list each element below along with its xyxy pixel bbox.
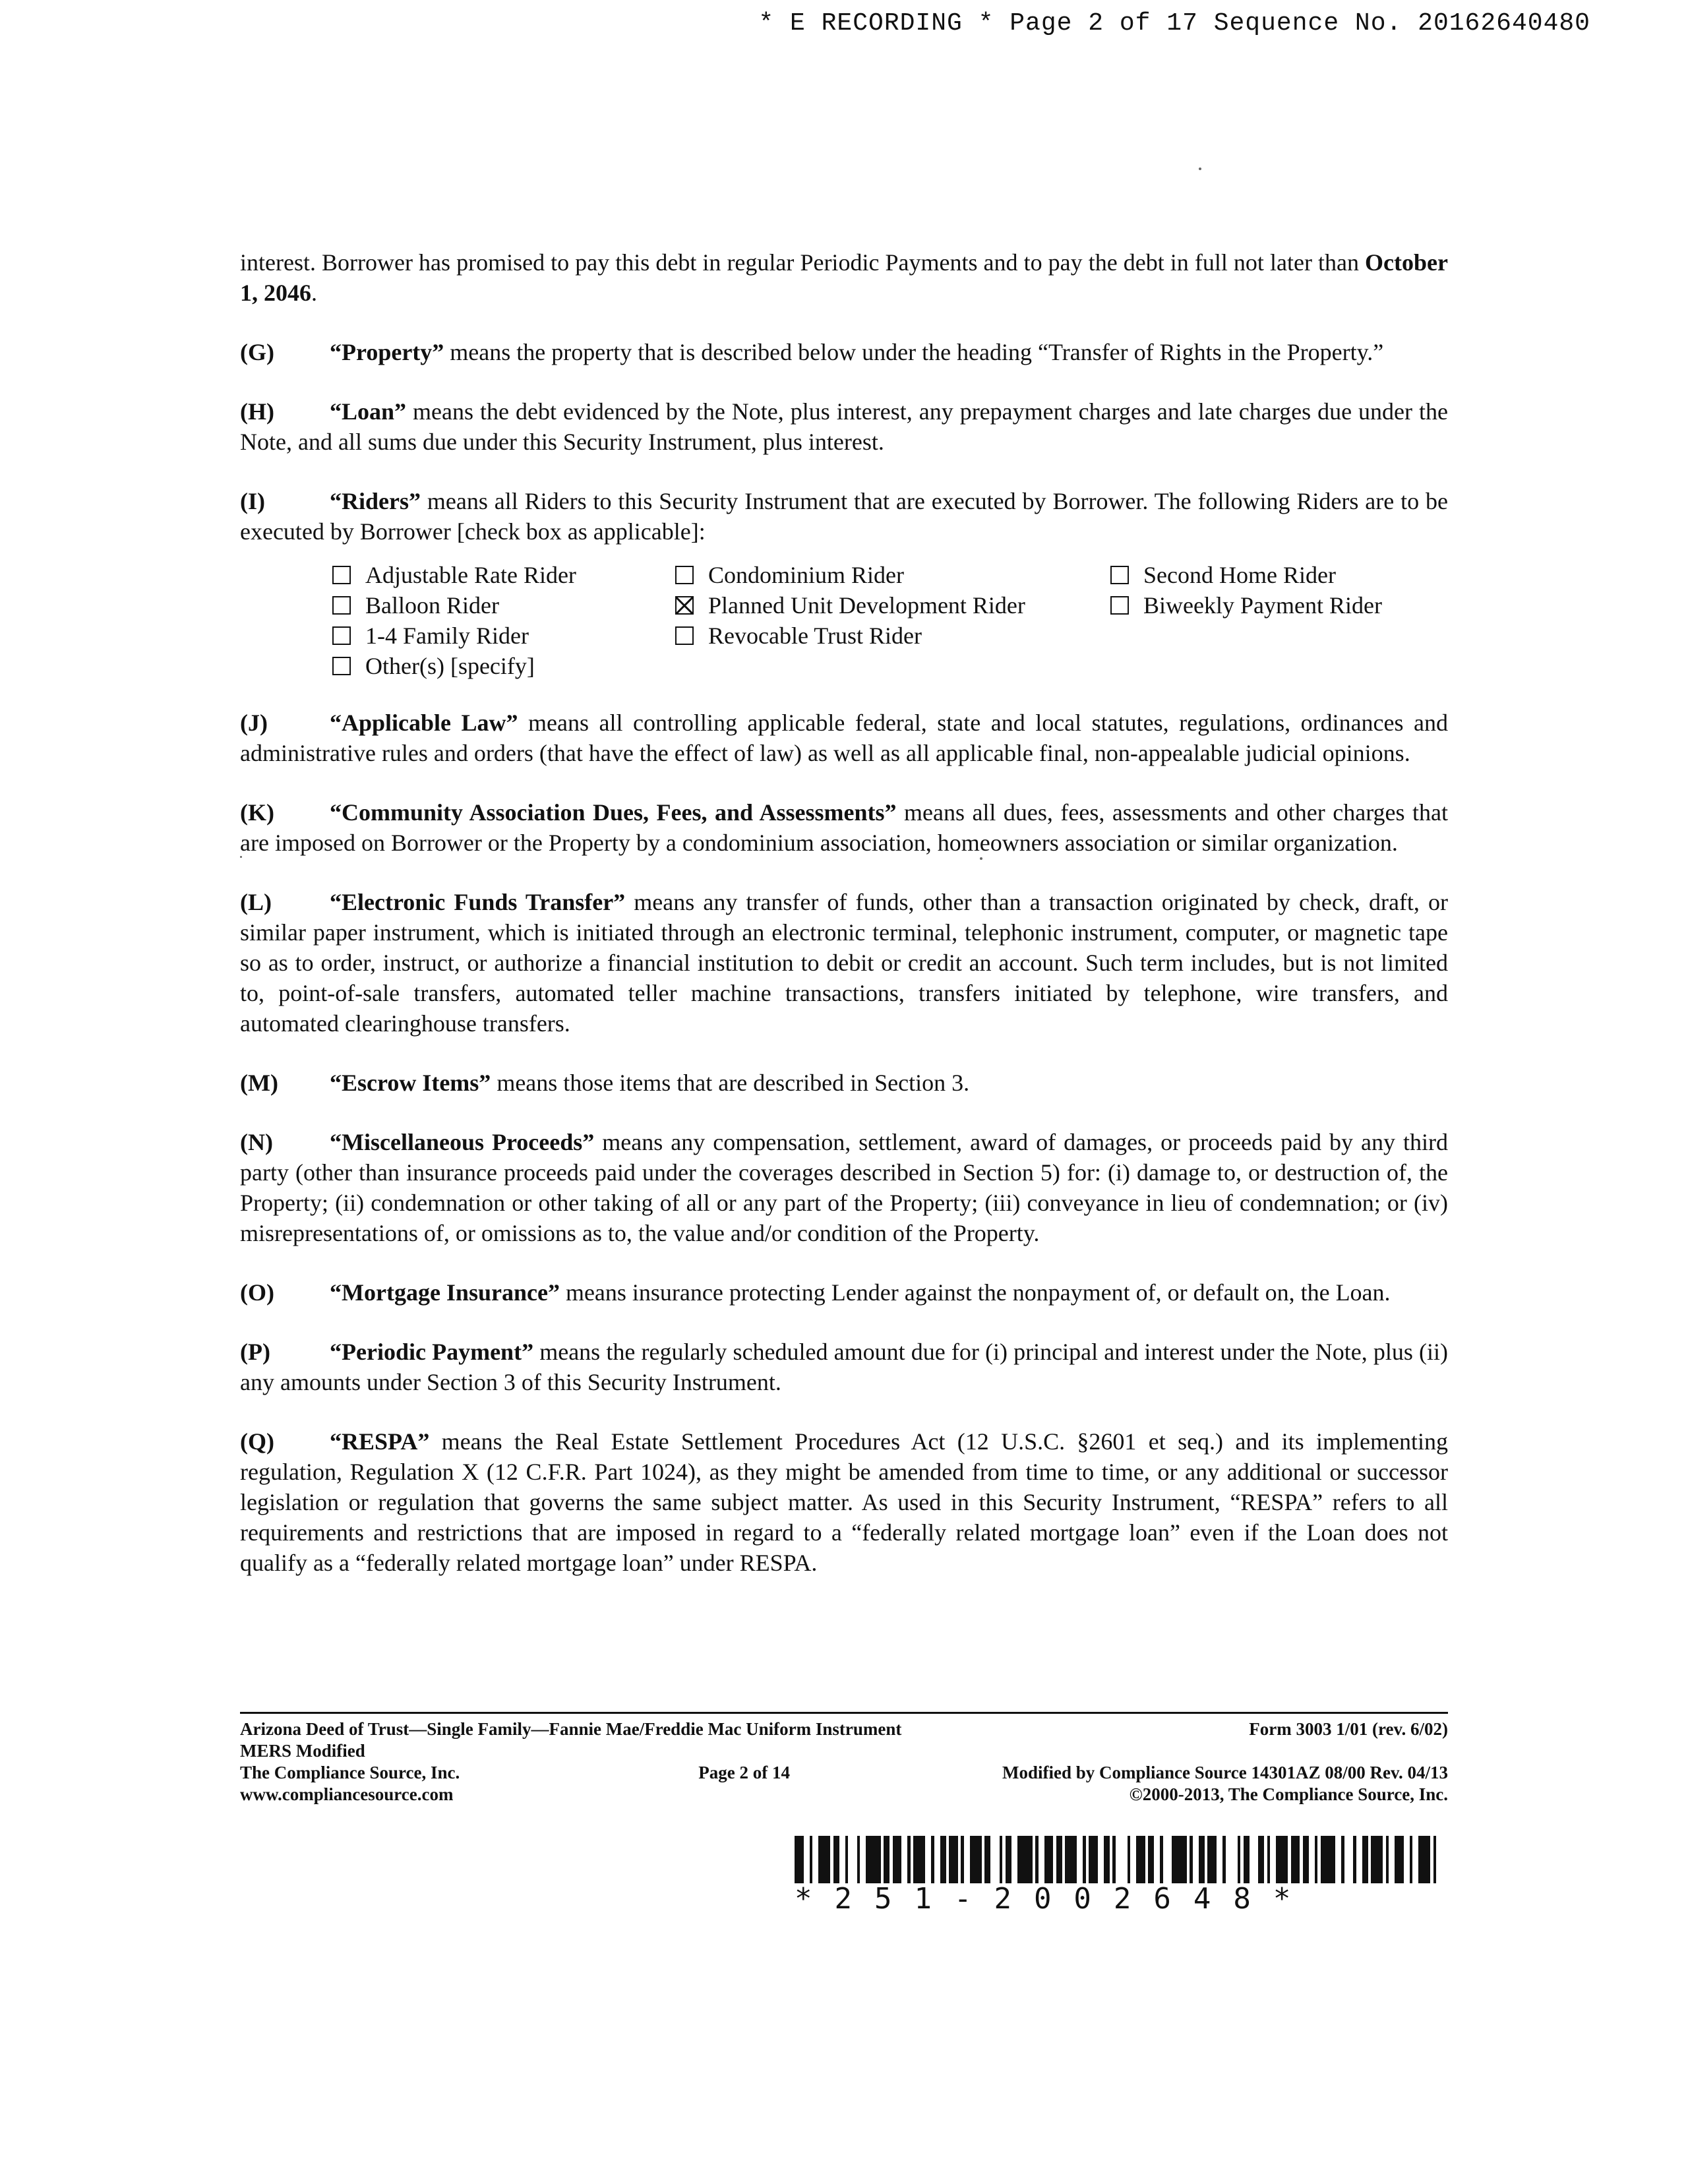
barcode-bar	[1335, 1836, 1341, 1883]
barcode-bar	[1116, 1836, 1128, 1883]
definition-text: means those items that are described in Section 3.	[491, 1070, 970, 1096]
barcode-bar	[1199, 1836, 1205, 1883]
definition-label: (L)	[240, 889, 272, 915]
barcode-bar	[913, 1836, 925, 1883]
barcode-bar	[1309, 1836, 1315, 1883]
barcode-bar	[1404, 1836, 1410, 1883]
rider-label: Planned Unit Development Rider	[708, 592, 1025, 619]
definition-label: (Q)	[240, 1428, 274, 1455]
definition-h	[240, 396, 1448, 457]
barcode-bar	[818, 1836, 830, 1883]
barcode-bar	[1104, 1836, 1110, 1883]
barcode-bar	[1039, 1836, 1044, 1883]
barcode-bar	[934, 1836, 940, 1883]
barcode-bar	[839, 1836, 845, 1883]
barcode-bar	[1136, 1836, 1145, 1883]
definition-label: (I)	[240, 488, 265, 514]
barcode-bar	[1412, 1836, 1418, 1883]
barcode-bar	[884, 1836, 889, 1883]
definition-label: (K)	[240, 799, 274, 826]
barcode-bar	[860, 1836, 866, 1883]
definition-label: (M)	[240, 1070, 278, 1096]
form-number: Form 3003 1/01 (rev. 6/02)	[1249, 1719, 1448, 1739]
barcode-bar	[940, 1836, 946, 1883]
barcode-bar	[1172, 1836, 1187, 1883]
definition-term: “Community Association Dues, Fees, and Assessments”	[330, 799, 897, 826]
barcode-bar	[1006, 1836, 1011, 1883]
scan-speck	[980, 857, 982, 860]
barcode-bar	[901, 1836, 907, 1883]
copyright: ©2000-2013, The Compliance Source, Inc.	[1129, 1784, 1448, 1804]
barcode-bar	[1217, 1836, 1222, 1883]
definition-o	[240, 1277, 1448, 1308]
definition-term: “Mortgage Insurance”	[330, 1279, 560, 1306]
form-title: Arizona Deed of Trust—Single Family—Fannie Mae/Freddie Mac Uniform Instrument	[240, 1719, 902, 1739]
definition-term: “Periodic Payment”	[330, 1339, 534, 1365]
definition-term: “Electronic Funds Transfer”	[330, 889, 626, 915]
barcode-bar	[1344, 1836, 1354, 1883]
definition-i	[240, 486, 1448, 547]
barcode-bar	[1163, 1836, 1172, 1883]
barcode-bar	[1270, 1836, 1276, 1883]
riders-indent	[240, 560, 332, 681]
barcode-bar	[1418, 1836, 1430, 1883]
definition-text: means any transfer of funds, other than a transaction originated by check, draft, or similar paper instrument, which is initiated through an electronic terminal, telephonic instrument, computer, or magnetic tape so as to order, instruct, or authorize a financial institution to debit or credit an account. Such term includes, but is not limited to, point-of-sale transfers, automated teller machine transactions, transfers initiated by telephone, wire transfers, and automated clearinghouse transfers.	[240, 889, 1448, 1037]
riders-column-2	[675, 560, 1110, 681]
barcode-bar	[893, 1836, 902, 1883]
barcode-bar	[866, 1836, 881, 1883]
barcode-bar	[1250, 1836, 1259, 1883]
barcode-bar	[1056, 1836, 1062, 1883]
definition-g	[240, 337, 1448, 367]
definition-term: “Loan”	[330, 398, 407, 425]
barcode-bar	[1017, 1836, 1033, 1883]
rider-label: Biweekly Payment Rider	[1143, 592, 1382, 619]
barcode-bar	[984, 1836, 990, 1883]
definition-term: “RESPA”	[330, 1428, 430, 1455]
company-website: www.compliancesource.com	[240, 1784, 454, 1804]
checkbox[interactable]	[332, 566, 351, 584]
form-footer	[240, 1718, 1448, 1805]
barcode-bar	[1356, 1836, 1362, 1883]
barcode-bar	[1098, 1836, 1104, 1883]
barcode-bar	[1371, 1836, 1383, 1883]
page-number: Page 2 of 14	[698, 1763, 790, 1782]
riders-column-1	[332, 560, 675, 681]
intro-text: interest. Borrower has promised to pay this debt in regular Periodic Payments and to pay the debt in full not later than	[240, 249, 1366, 276]
barcode-bar	[949, 1836, 958, 1883]
barcode-bar	[964, 1836, 970, 1883]
barcode-bar	[1226, 1836, 1238, 1883]
definition-text: means insurance protecting Lender against the nonpayment of, or default on, the Loan.	[559, 1279, 1391, 1306]
rider-label: Second Home Rider	[1143, 562, 1336, 588]
definition-text: means any compensation, settlement, award of damages, or proceeds paid by any third party (other than insurance proceeds paid under the coverages described in Section 5) for: (i) damage to, or destruction of, the Property; (ii) condemnation or other taking of all or any part of the Property; (iii) conveyance in lieu of condemnation; or (iv) misrepresentations of, or omissions as to, the value and/or condition of the Property.	[240, 1129, 1448, 1246]
barcode-bar	[795, 1836, 804, 1883]
barcode-bar	[990, 1836, 1000, 1883]
rider-label: Revocable Trust Rider	[708, 622, 922, 649]
barcode-bar	[1258, 1836, 1264, 1883]
definition-term: “Property”	[330, 339, 444, 365]
definition-label: (J)	[240, 710, 268, 736]
definition-text: means all Riders to this Security Instrument that are executed by Borrower. The following Riders are to be executed by Borrower [check box as applicable]:	[240, 488, 1448, 545]
barcode-image	[795, 1836, 1446, 1883]
barcode-bar	[804, 1836, 810, 1883]
definition-p	[240, 1337, 1448, 1397]
definition-q	[240, 1426, 1448, 1578]
company-name: The Compliance Source, Inc.	[240, 1763, 460, 1782]
definition-k	[240, 797, 1448, 858]
footer-row-4	[240, 1784, 1448, 1805]
barcode-bar	[1276, 1836, 1288, 1883]
barcode-bar	[848, 1836, 857, 1883]
rider-label: Balloon Rider	[365, 592, 499, 619]
definition-term: “Escrow Items”	[330, 1070, 491, 1096]
barcode-bar	[1395, 1836, 1404, 1883]
rider-label: Other(s) [specify]	[365, 653, 535, 679]
mers-modified: MERS Modified	[240, 1741, 365, 1761]
definition-text: means all controlling applicable federal, state and local statutes, regulations, ordinances and administrative rules and orders (that have the effect of law) as well as all applicable final, non-appealable judicial opinions.	[240, 710, 1448, 766]
barcode-bar	[1362, 1836, 1368, 1883]
checkbox[interactable]	[332, 657, 351, 675]
footer-row-3	[240, 1762, 1448, 1784]
rider-1-4-family[interactable]	[332, 621, 675, 651]
barcode-bar	[1044, 1836, 1054, 1883]
definition-text: means the regularly scheduled amount due for (i) principal and interest under the Note, plus (ii) any amounts under Section 3 of this Security Instrument.	[240, 1339, 1449, 1395]
barcode-bar	[970, 1836, 982, 1883]
definition-term: “Applicable Law”	[330, 710, 518, 736]
definition-label: (G)	[240, 339, 274, 365]
rider-label: 1-4 Family Rider	[365, 622, 529, 649]
checkbox[interactable]	[1110, 566, 1129, 584]
barcode-bar	[1065, 1836, 1077, 1883]
barcode-bar	[1389, 1836, 1395, 1883]
rider-adjustable-rate[interactable]	[332, 560, 675, 590]
rider-condominium[interactable]	[675, 560, 1110, 590]
definition-n	[240, 1127, 1448, 1248]
barcode-bar	[1154, 1836, 1160, 1883]
recording-header: * E RECORDING * Page 2 of 17 Sequence No. 20162640480	[758, 9, 1590, 38]
rider-biweekly-payment[interactable]	[1110, 590, 1448, 621]
barcode-bar	[925, 1836, 931, 1883]
checkbox[interactable]	[1110, 596, 1129, 615]
footer-row-1	[240, 1718, 1448, 1740]
barcode-bar	[1244, 1836, 1250, 1883]
barcode-bar	[1321, 1836, 1336, 1883]
definition-term: “Miscellaneous Proceeds”	[330, 1129, 595, 1155]
definition-text: means the Real Estate Settlement Procedures Act (12 U.S.C. §2601 et seq.) and its implementing regulation, Regulation X (12 C.F.R. Part 1024), as they might be amended from time to time, or any additional or successor legislation or regulation that governs the same subject matter. As used in this Security Instrument, “RESPA” refers to all requirements and restrictions that are imposed in regard to a “federally related mortgage loan” even if the Loan does not qualify as a “federally related mortgage loan” under RESPA.	[240, 1428, 1448, 1576]
modified-note: Modified by Compliance Source 14301AZ 08/00 Rev. 04/13	[1002, 1763, 1448, 1782]
intro-tail: .	[311, 280, 317, 306]
barcode-bar	[1193, 1836, 1199, 1883]
rider-revocable-trust[interactable]	[675, 621, 1110, 651]
maturity-date: October 1, 2046	[240, 249, 1448, 306]
rider-balloon[interactable]	[332, 590, 675, 621]
barcode-bar	[1148, 1836, 1154, 1883]
rider-planned-unit-development[interactable]	[675, 590, 1110, 621]
barcode-bar	[1303, 1836, 1309, 1883]
deed-body	[240, 247, 1448, 1607]
intro-paragraph	[240, 247, 1448, 308]
definition-label: (P)	[240, 1339, 270, 1365]
definition-l	[240, 887, 1448, 1039]
definition-j	[240, 708, 1448, 768]
definition-text: means the property that is described below under the heading “Transfer of Rights in the Property.”	[444, 339, 1384, 365]
barcode-number: *251-2002648*	[795, 1882, 1313, 1916]
riders-checklist	[240, 560, 1448, 681]
definition-m	[240, 1068, 1448, 1098]
barcode-bar	[812, 1836, 818, 1883]
barcode-bar	[1011, 1836, 1017, 1883]
checkbox[interactable]	[675, 626, 694, 645]
checkbox[interactable]	[332, 626, 351, 645]
barcode-bar	[1089, 1836, 1098, 1883]
definition-label: (N)	[240, 1129, 273, 1155]
barcode-bar	[1077, 1836, 1083, 1883]
scan-speck	[240, 856, 242, 858]
checkbox[interactable]	[332, 596, 351, 615]
barcode-bar	[1436, 1836, 1445, 1883]
footer-divider	[240, 1712, 1448, 1714]
definition-term: “Riders”	[330, 488, 421, 514]
definition-label: (O)	[240, 1279, 274, 1306]
rider-others[interactable]	[332, 651, 675, 681]
rider-second-home[interactable]	[1110, 560, 1448, 590]
barcode-bar	[1130, 1836, 1136, 1883]
definition-label: (H)	[240, 398, 274, 425]
barcode-bar	[1291, 1836, 1300, 1883]
footer-row-2	[240, 1740, 1448, 1762]
definition-text: means the debt evidenced by the Note, plus interest, any prepayment charges and late charges due under the Note, and all sums due under this Security Instrument, plus interest.	[240, 398, 1448, 455]
rider-label: Condominium Rider	[708, 562, 904, 588]
scan-speck	[1199, 167, 1201, 170]
rider-label: Adjustable Rate Rider	[365, 562, 576, 588]
barcode-bar	[1207, 1836, 1217, 1883]
checked-checkbox[interactable]	[675, 596, 694, 615]
riders-column-3	[1110, 560, 1448, 681]
barcode-bar	[833, 1836, 839, 1883]
checkbox[interactable]	[675, 566, 694, 584]
definition-text: means all dues, fees, assessments and other charges that are imposed on Borrower or the Property by a condominium association, homeowners association or similar organization.	[240, 799, 1448, 856]
